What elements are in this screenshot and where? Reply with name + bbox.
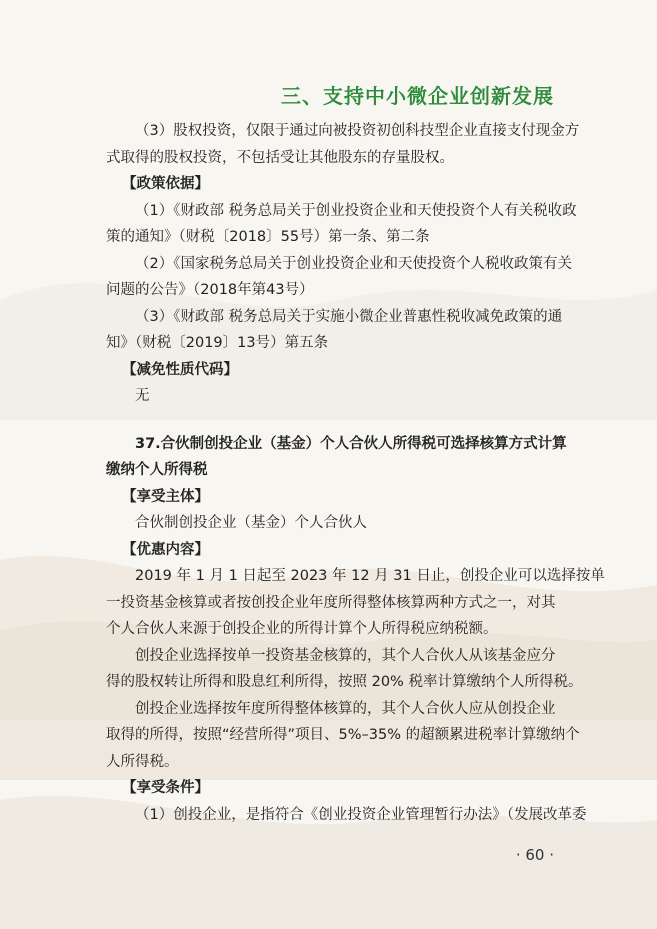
condition-line: （1）创投企业，是指符合《创业投资企业管理暂行办法》（发展改革委 — [135, 806, 587, 823]
policy-basis-line: 知》（财税〔2019〕13号）第五条 — [106, 335, 329, 351]
benefit-line: 个人合伙人来源于创投企业的所得计算个人所得税应纳税额。 — [106, 621, 498, 637]
condition-heading: 【享受条件】 — [122, 780, 209, 796]
policy-basis-line: （1）《财政部 税务总局关于创业投资企业和天使投资个人有关税收政 — [135, 202, 577, 219]
benefit-line: 人所得税。 — [106, 753, 179, 770]
body-text: 式取得的股权投资，不包括受让其他股东的存量股权。 — [106, 149, 454, 166]
benefit-line: 创投企业选择按单一投资基金核算的，其个人合伙人从该基金应分 — [135, 647, 556, 664]
benefit-heading: 【优惠内容】 — [122, 541, 209, 558]
benefit-line: 得的股权转让所得和股息红利所得，按照 20% 税率计算缴纳个人所得税。 — [106, 674, 583, 690]
document-body — [106, 118, 605, 828]
subject-value: 合伙制创投企业（基金）个人合伙人 — [135, 515, 367, 531]
section-title: 三、支持中小微企业创新发展 — [281, 84, 554, 108]
body-text: （3）股权投资，仅限于通过向被投资初创科技型企业直接支付现金方 — [135, 123, 580, 139]
policy-basis-line: 问题的公告》（2018年第43号） — [106, 282, 314, 298]
policy-basis-line: （2）《国家税务总局关于创业投资企业和天使投资个人税收政策有关 — [135, 255, 572, 272]
benefit-line: 取得的所得，按照“经营所得”项目、5%–35% 的超额累进税率计算缴纳个 — [106, 727, 580, 743]
policy-basis-line: （3）《财政部 税务总局关于实施小微企业普惠性税收减免政策的通 — [135, 308, 563, 325]
subject-heading: 【享受主体】 — [122, 488, 209, 505]
benefit-line: 一投资基金核算或者按创投企业年度所得整体核算两种方式之一，对其 — [106, 594, 556, 611]
benefit-line: 创投企业选择按年度所得整体核算的，其个人合伙人应从创投企业 — [135, 700, 556, 717]
policy-basis-line: 策的通知》（财税〔2018〕55号）第一条、第二条 — [106, 229, 430, 245]
item-title: 37.合伙制创投企业（基金）个人合伙人所得税可选择核算方式计算 — [135, 435, 567, 452]
item-title: 缴纳个人所得税 — [106, 462, 208, 478]
reduction-code-heading: 【减免性质代码】 — [122, 361, 238, 378]
reduction-code-value: 无 — [135, 388, 150, 404]
page-number: · 60 · — [515, 846, 554, 864]
benefit-line: 2019 年 1 月 1 日起至 2023 年 12 月 31 日止，创投企业可以选择按单 — [135, 568, 605, 584]
policy-basis-heading: 【政策依据】 — [122, 176, 209, 192]
